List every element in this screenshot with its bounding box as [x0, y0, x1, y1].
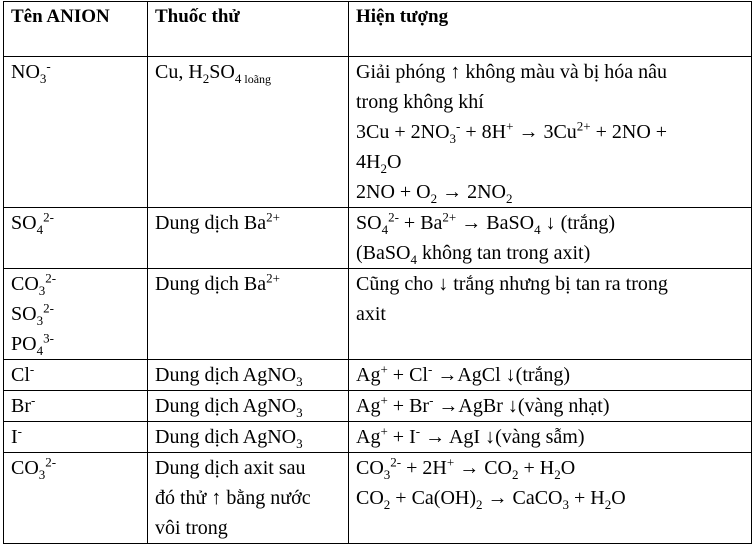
phenomenon-line: Giải phóng ↑ không màu và bị hóa nâu — [356, 61, 668, 83]
reagent-cell — [148, 57, 349, 208]
table-row — [4, 57, 752, 208]
phenomenon-cell — [349, 422, 752, 453]
reaction-equation: $2NO + O_2 \to 2NO_2$ — [356, 181, 513, 206]
reaction-equation: $CO_3^{2-} + 2H^+ \to CO_2 + H_2O$ — [356, 454, 576, 482]
phenomenon-cell — [349, 391, 752, 422]
anion-identification-table — [3, 1, 752, 544]
reaction-equation: $SO_4^{2-} + Ba^{2+}$ → BaSO$_4$ ↓ (trắng) — [356, 209, 615, 237]
table-row — [4, 208, 752, 269]
reagent-line: Dung dịch axit sau — [155, 457, 306, 479]
anion-cell — [4, 391, 148, 422]
reagent-text: Dung dịch AgNO$_3$ — [155, 364, 303, 389]
phenomenon-line: trong không khí — [356, 91, 484, 113]
phenomenon-cell — [349, 453, 752, 544]
reagent-text: Dung dịch $Ba^{2+}$ — [155, 270, 280, 295]
table-row — [4, 422, 752, 453]
phenomenon-cell — [349, 208, 752, 269]
reagent-cell — [148, 360, 349, 391]
anion-formula: $PO_4^{3-}$ — [11, 330, 54, 358]
reagent-text: Dung dịch $Ba^{2+}$ — [155, 209, 280, 234]
phenomenon-line: Cũng cho ↓ trắng nhưng bị tan ra trong — [356, 273, 668, 295]
header-anion: Tên ANION — [4, 2, 148, 57]
reaction-equation-cont: $4H_2O$ — [356, 151, 402, 176]
phenomenon-line: axit — [356, 303, 386, 325]
reagent-text: Dung dịch AgNO$_3$ — [155, 426, 303, 451]
anion-formula: Br- — [11, 392, 36, 417]
header-phenomenon: Hiện tượng — [349, 2, 752, 57]
anion-formula: $CO_3^{2-}$ — [11, 270, 57, 298]
phenomenon-line: (BaSO$_4$ không tan trong axit) — [356, 242, 591, 267]
phenomenon-cell — [349, 269, 752, 360]
reagent-cell — [148, 269, 349, 360]
table-row — [4, 453, 752, 544]
reagent-text: Cu, $H_2SO_4$ $_{loãng}$ — [155, 61, 272, 86]
reaction-equation: Ag+ + I- → AgI ↓(vàng sẫm) — [356, 423, 585, 448]
anion-formula: $SO_3^{2-}$ — [11, 300, 54, 328]
anion-formula: $CO_3^{2-}$ — [11, 454, 57, 482]
phenomenon-cell — [349, 360, 752, 391]
phenomenon-cell — [349, 57, 752, 208]
header-row — [4, 2, 752, 57]
table-row — [4, 391, 752, 422]
reagent-line: vôi trong — [155, 517, 228, 539]
reaction-equation: Ag+ + Cl- →AgCl ↓(trắng) — [356, 361, 571, 386]
table-row — [4, 269, 752, 360]
anion-cell — [4, 269, 148, 360]
anion-formula: $NO_3^-$ — [11, 58, 51, 86]
reagent-cell — [148, 453, 349, 544]
anion-formula: Cl- — [11, 361, 35, 386]
table-row — [4, 360, 752, 391]
anion-cell — [4, 208, 148, 269]
reagent-text: Dung dịch AgNO$_3$ — [155, 395, 303, 420]
reaction-equation: Ag+ + Br- →AgBr ↓(vàng nhạt) — [356, 392, 610, 417]
anion-formula: $SO_4^{2-}$ — [11, 209, 54, 237]
anion-cell — [4, 453, 148, 544]
anion-cell — [4, 360, 148, 391]
reagent-cell — [148, 391, 349, 422]
reaction-equation: $CO_2 + Ca(OH)_2$ → CaCO$_3$ + $H_2O$ — [356, 487, 626, 512]
reaction-equation: $3Cu + 2NO_3^- + 8H^+ \to 3Cu^{2+} + 2NO$ + — [356, 118, 668, 146]
anion-cell — [4, 57, 148, 208]
header-reagent: Thuốc thử — [148, 2, 349, 57]
reagent-cell — [148, 208, 349, 269]
anion-formula: I- — [11, 423, 23, 448]
anion-cell — [4, 422, 148, 453]
reagent-cell — [148, 422, 349, 453]
reagent-line: đó thử ↑ bằng nước — [155, 487, 311, 509]
